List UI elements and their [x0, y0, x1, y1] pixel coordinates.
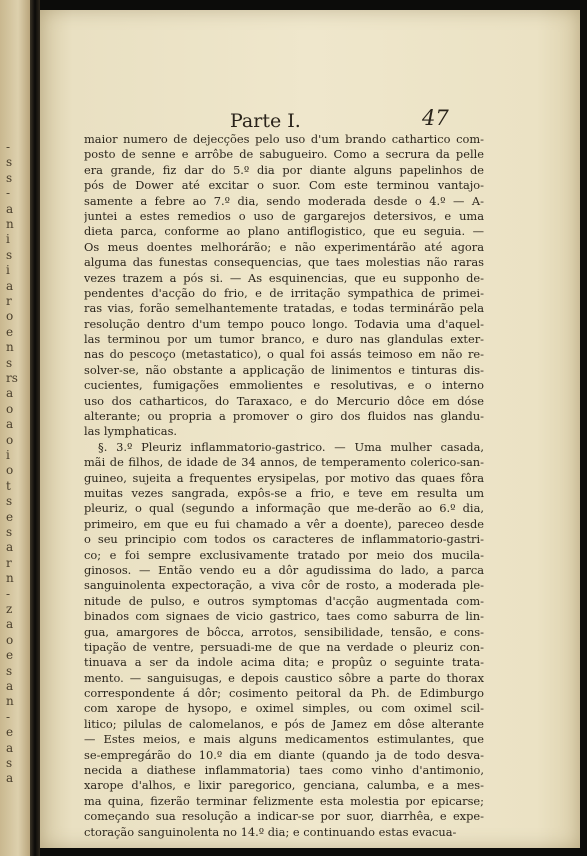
left-page-fragment: - [6, 586, 11, 601]
left-page-fragment: s [6, 756, 13, 770]
text-line: dieta parca, conforme ao plano antiflogistico, que eu seguia. — [84, 224, 484, 239]
text-line: solver-se, não obstante a applicação de linimentos e tinturas dis- [84, 362, 484, 377]
left-page-fragment: o [6, 401, 14, 416]
left-page-fragment: n [6, 571, 14, 586]
left-page-fragment: s [6, 170, 13, 185]
text-line: — Estes meios, e mais alguns medicamentos estimulantes, que [84, 732, 484, 747]
text-line: posto de senne e arrôbe de sabugueiro. Como a secrura da pelle [84, 147, 484, 162]
left-page-fragment: rs [6, 371, 18, 385]
text-line: alterante; ou propria a promover o giro dos fluidos nas glandu- [84, 409, 484, 424]
text-line: las terminou por um tumor branco, e duro nas glandulas exter- [84, 332, 484, 347]
text-line: com xarope de hysopo, e oximel simples, ou com oximel scil- [84, 701, 484, 716]
left-page-fragment: a [6, 540, 14, 555]
left-page-fragment: i [6, 232, 10, 247]
text-line: tipação de ventre, persuadi-me de que na verdade o pleuriz con- [84, 639, 484, 654]
left-page-fragment: - [6, 140, 11, 154]
text-line: sanguinolenta expectoração, a viva côr de rosto, a moderada ple- [84, 578, 484, 593]
left-page-fragment: s [6, 494, 13, 509]
left-page-fragment: i [6, 448, 10, 462]
text-line: nitude de pulso, e outros symptomas d'acção augmentada com- [84, 593, 484, 608]
text-line: ginosos. — Então vendo eu a dôr agudissima do lado, a parca [84, 562, 484, 577]
text-line: resolução dentro d'um tempo pouco longo. Todavia uma d'aquel- [84, 316, 484, 331]
text-line: litico; pilulas de calomelanos, e pós de Jamez em dôse alterante [84, 716, 484, 731]
left-page-fragment: o [6, 463, 14, 478]
left-page-fragment: s [6, 355, 13, 370]
text-line: binados com signaes de vicio gastrico, taes como saburra de lin- [84, 609, 484, 624]
left-page-fragment: e [6, 324, 14, 339]
text-line: §. 3.º Pleuriz inflammatorio-gastrico. — Uma mulher casada, [98, 439, 484, 454]
text-line: primeiro, em que eu fui chamado a vêr a doente), pareceo desde [84, 516, 484, 531]
left-page-edge [0, 0, 30, 856]
left-page-fragment: s [6, 247, 13, 262]
left-page-fragment: a [6, 386, 14, 401]
left-page-fragment: t [6, 478, 11, 493]
text-line: correspondente á dôr; cosimento peitoral da Ph. de Edimburgo [84, 686, 484, 701]
left-page-fragment: i [6, 263, 10, 278]
left-page-fragment: o [6, 632, 14, 647]
left-page-fragment: s [6, 525, 13, 539]
text-line: pendentes d'acção do frio, e de irritação sympathica de primei- [84, 285, 484, 300]
left-page-fragment: s [6, 663, 13, 678]
left-page-fragment: r [6, 294, 12, 308]
text-line: começando sua resolução a indicar-se por suor, diarrhêa, e expe- [84, 809, 484, 824]
text-line: vezes trazem a pós si. — As esquinencias, que eu supponho de- [84, 270, 484, 285]
left-page-fragment: n [6, 217, 14, 231]
left-page-fragment: a [6, 740, 14, 755]
text-line: mãi de filhos, de idade de 34 annos, de temperamento colerico-san- [84, 455, 484, 470]
left-page-fragment: o [6, 309, 14, 324]
text-line: ras vias, forão semelhantemente tratadas, e todas terminárão pela [84, 301, 484, 316]
left-page-fragment: e [6, 648, 14, 663]
body-text [84, 132, 484, 840]
left-page-fragment: - [6, 186, 11, 201]
left-page-fragment: - [6, 709, 11, 724]
left-page-fragment: a [6, 771, 14, 786]
left-page-fragment: n [6, 694, 14, 709]
left-page-fragment: a [6, 417, 14, 432]
text-line: ctoração sanguinolenta no 14.º dia; e continuando estas evacua- [84, 824, 457, 839]
left-page-fragment: a [6, 278, 14, 293]
running-head: Parte I. [230, 110, 301, 132]
text-line: las lymphaticas. [84, 424, 178, 439]
text-line: Os meus doentes melhorárão; e não experimentárão até agora [84, 239, 484, 254]
page-number: 47 [422, 106, 449, 130]
text-line: xarope d'alhos, e lixir paregorico, genciana, calumba, e a mes- [84, 778, 484, 793]
book-gutter [30, 0, 40, 856]
text-line: gua, amargores de bôcca, arrotos, sensibilidade, tensão, e cons- [84, 624, 484, 639]
text-line: alguma das funestas consequencias, que taes molestias não raras [84, 255, 484, 270]
left-page-fragment: e [6, 509, 14, 524]
text-line: se-empregárão do 10.º dia em diante (quando ja de todo desva- [84, 747, 484, 762]
text-line: era grande, fiz dar do 5.º dia por diante alguns papelinhos de [84, 162, 484, 177]
text-line: nas do pescoço (metastatico), o qual foi assás teimoso em não re- [84, 347, 484, 362]
left-page-fragment: a [6, 679, 14, 693]
book-page [40, 10, 580, 848]
left-page-fragment: a [6, 617, 14, 632]
text-line: o seu principio com todos os caracteres de inflammatorio-gastri- [84, 532, 484, 547]
left-page-fragment: o [6, 432, 14, 447]
left-page-fragment: n [6, 340, 14, 355]
text-line: juntei a estes remedios o uso de gargarejos detersivos, e uma [84, 208, 484, 223]
text-line: ma quina, fizerão terminar felizmente esta molestia por epicarse; [84, 793, 484, 808]
text-line: mento. — sanguisugas, e depois caustico sôbre a parte do thorax [84, 670, 484, 685]
text-line: co; e foi sempre exclusivamente tratado por meio dos mucila- [84, 547, 484, 562]
text-line: uso dos catharticos, do Taraxaco, e do Mercurio dôce em dóse [84, 393, 484, 408]
left-page-fragment: s [6, 155, 13, 170]
text-line: samente a febre ao 7.º dia, sendo moderada desde o 4.º — A- [84, 193, 484, 208]
left-page-fragment: r [6, 555, 12, 570]
text-line: pleuriz, o qual (segundo a informação que me-derão ao 6.º dia, [84, 501, 484, 516]
left-page-fragment: z [6, 602, 13, 616]
text-line: cucientes, fumigações emmolientes e resolutivas, e o interno [84, 378, 484, 393]
text-line: muitas vezes sangrada, expôs-se a frio, e teve em resulta um [84, 485, 484, 500]
text-line: maior numero de dejecções pelo uso d'um brando cathartico com- [84, 132, 484, 146]
text-line: pós de Dower até excitar o suor. Com este terminou vantajo- [84, 178, 484, 193]
left-page-fragment: e [6, 725, 14, 740]
text-line: necida a diathese inflammatoria) taes como vinho d'antimonio, [84, 763, 484, 778]
text-line: tinuava a ser da indole acima dita; e propûz o seguinte trata- [84, 655, 484, 670]
left-page-fragment: a [6, 201, 14, 216]
text-line: guineo, sujeita a frequentes erysipelas, por motivo das quaes fôra [84, 470, 484, 485]
